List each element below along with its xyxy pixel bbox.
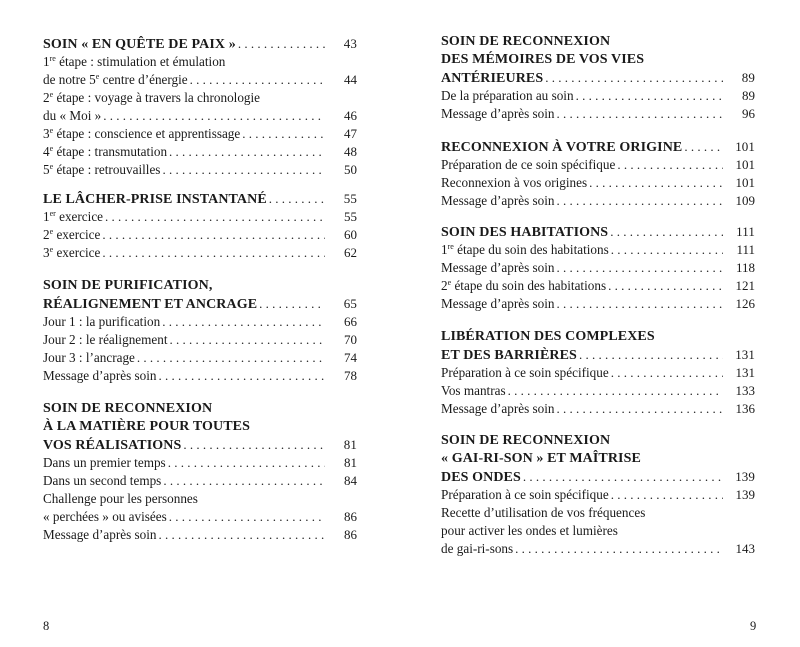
- toc-section: [43, 190, 357, 262]
- toc-entry: [43, 161, 357, 179]
- toc-page-number: 133: [735, 383, 755, 398]
- toc-entry-title: SOIN DE RECONNEXION: [441, 34, 611, 49]
- toc-heading-line: [43, 436, 357, 454]
- toc-heading-line: [441, 450, 755, 468]
- toc-entry-title: 3e exercice: [43, 245, 101, 260]
- dot-leader: [100, 244, 325, 262]
- toc-page-number: 81: [343, 437, 357, 452]
- toc-page-number: 66: [344, 314, 357, 329]
- toc-page-number: 101: [735, 157, 755, 172]
- toc-entry-title: À LA MATIÈRE POUR TOUTES: [43, 419, 250, 434]
- toc-section: [43, 277, 357, 385]
- toc-entry: [441, 295, 755, 313]
- toc-entry: [43, 313, 357, 331]
- toc-entry-title: pour activer les ondes et lumières: [441, 523, 618, 538]
- dot-leader: [606, 277, 723, 295]
- toc-page-number: 55: [344, 209, 357, 224]
- toc-page-number: 44: [344, 72, 357, 87]
- toc-heading-line: [441, 138, 755, 156]
- toc-entry-title: « perchées » ou avisées: [43, 509, 167, 524]
- toc-page-number: 84: [344, 473, 357, 488]
- toc-page-number: 43: [343, 36, 357, 51]
- dot-leader: [615, 156, 723, 174]
- toc-section: [441, 328, 755, 418]
- toc-entry-title: Jour 3 : l’ancrage: [43, 350, 135, 365]
- toc-entry: [43, 107, 357, 125]
- dot-leader: [181, 436, 325, 454]
- toc-entry-title: DES MÉMOIRES DE VOS VIES: [441, 52, 645, 67]
- toc-page-number: 136: [735, 401, 755, 416]
- toc-entry: [441, 241, 755, 259]
- dot-leader: [609, 364, 723, 382]
- dot-leader: [555, 295, 723, 313]
- dot-leader: [555, 400, 723, 418]
- toc-entry-title: 4e étape : transmutation: [43, 144, 168, 159]
- toc-entry: [441, 105, 755, 123]
- dot-leader: [574, 87, 723, 105]
- dot-leader: [161, 472, 325, 490]
- toc-entry: [441, 192, 755, 210]
- toc-heading-line: [43, 277, 357, 295]
- toc-heading-line: [43, 295, 357, 313]
- toc-page-number: 101: [735, 175, 755, 190]
- toc-entry: [441, 522, 755, 540]
- dot-leader: [521, 468, 723, 486]
- toc-heading-line: [441, 468, 755, 486]
- dot-leader: [257, 295, 325, 313]
- toc-heading-line: [43, 400, 357, 418]
- toc-entry: [43, 244, 357, 262]
- toc-entry-title: Préparation à ce soin spécifique: [441, 487, 609, 502]
- toc-heading-line: [441, 328, 755, 346]
- toc-entry-title: 1er exercice: [43, 209, 104, 224]
- toc-entry: [43, 454, 357, 472]
- toc-entry-title: Message d’après soin: [441, 296, 555, 311]
- toc-entry: [43, 125, 357, 143]
- dot-leader: [240, 125, 325, 143]
- dot-leader: [101, 107, 325, 125]
- dot-leader: [267, 190, 325, 208]
- toc-heading-line: [43, 190, 357, 208]
- toc-entry: [441, 364, 755, 382]
- toc-page-number: 60: [344, 227, 357, 242]
- toc-page-number: 55: [343, 191, 357, 206]
- toc-entry: [43, 89, 357, 107]
- toc-entry-title: LIBÉRATION DES COMPLEXES: [441, 329, 655, 344]
- toc-heading-line: [43, 418, 357, 436]
- toc-entry-title: Challenge pour les personnes: [43, 491, 198, 506]
- toc-page-number: 70: [344, 332, 357, 347]
- toc-entry: [43, 349, 357, 367]
- toc-page-number: 96: [742, 106, 755, 121]
- toc-entry-title: DES ONDES: [441, 470, 521, 485]
- toc-page-number: 48: [344, 144, 357, 159]
- dot-leader: [168, 331, 325, 349]
- toc-entry-title: « GAI-RI-SON » ET MAÎTRISE: [441, 451, 641, 466]
- toc-section: [43, 35, 357, 179]
- toc-page-number: 131: [735, 347, 755, 362]
- toc-entry-title: 1re étape du soin des habitations: [441, 242, 609, 257]
- toc-entry-title: Préparation à ce soin spécifique: [441, 365, 609, 380]
- toc-entry-title: ANTÉRIEURES: [441, 71, 544, 86]
- toc-page-number: 86: [344, 527, 357, 542]
- toc-page-number: 50: [344, 162, 357, 177]
- toc-page-number: 86: [344, 509, 357, 524]
- dot-leader: [506, 382, 723, 400]
- toc-page-number: 131: [735, 365, 755, 380]
- toc-entry-title: Reconnexion à vos origines: [441, 175, 588, 190]
- toc-page-number: 121: [735, 278, 755, 293]
- toc-entry-title: Message d’après soin: [43, 527, 157, 542]
- toc-page-number: 139: [735, 487, 755, 502]
- right-page-number: 9: [750, 619, 757, 633]
- toc-entry: [441, 400, 755, 418]
- toc-page-number: 111: [736, 242, 755, 257]
- dot-leader: [513, 540, 723, 558]
- toc-entry-title: Message d’après soin: [441, 260, 555, 275]
- toc-entry-title: Recette d’utilisation de vos fréquences: [441, 505, 646, 520]
- toc-page-number: 89: [742, 88, 755, 103]
- toc-entry: [43, 53, 357, 71]
- toc-heading-line: [441, 33, 755, 51]
- toc-page-number: 118: [735, 260, 755, 275]
- toc-entry-title: Dans un second temps: [43, 473, 162, 488]
- toc-page-number: 46: [344, 108, 357, 123]
- toc-entry-title: de gai-ri-sons: [441, 541, 514, 556]
- toc-page-number: 74: [344, 350, 357, 365]
- toc-entry: [43, 508, 357, 526]
- dot-leader: [682, 138, 723, 156]
- toc-entry-title: SOIN DE PURIFICATION,: [43, 278, 213, 293]
- toc-entry: [43, 526, 357, 544]
- toc-page-number: 47: [344, 126, 357, 141]
- toc-heading-line: [441, 346, 755, 364]
- toc-entry-title: Vos mantras: [441, 383, 506, 398]
- toc-page-number: 126: [735, 296, 755, 311]
- toc-page-number: 78: [344, 368, 357, 383]
- toc-entry: [441, 259, 755, 277]
- toc-heading-line: [441, 223, 755, 241]
- toc-entry-title: Message d’après soin: [441, 106, 555, 121]
- toc-section: [441, 432, 755, 558]
- toc-page-number: 111: [736, 224, 755, 239]
- toc-page-number: 62: [344, 245, 357, 260]
- toc-entry-title: Message d’après soin: [441, 193, 555, 208]
- dot-leader: [157, 367, 325, 385]
- toc-entry: [441, 174, 755, 192]
- toc-page-number: 81: [344, 455, 357, 470]
- toc-page-number: 89: [741, 70, 755, 85]
- toc-entry-title: ET DES BARRIÈRES: [441, 348, 577, 363]
- dot-leader: [188, 71, 325, 89]
- toc-entry-title: 2e étape : voyage à travers la chronologie: [43, 90, 261, 105]
- toc-heading-line: [441, 432, 755, 450]
- toc-entry-title: RÉALIGNEMENT ET ANCRAGE: [43, 297, 258, 312]
- toc-entry-title: Préparation de ce soin spécifique: [441, 157, 616, 172]
- toc-entry-title: 2e étape du soin des habitations: [441, 278, 607, 293]
- toc-heading-line: [43, 35, 357, 53]
- dot-leader: [103, 208, 325, 226]
- toc-section: [441, 223, 755, 313]
- toc-entry-title: SOIN « EN QUÊTE DE PAIX »: [43, 37, 236, 52]
- toc-page-number: 143: [735, 541, 755, 556]
- dot-leader: [236, 35, 325, 53]
- toc-entry-title: 1re étape : stimulation et émulation: [43, 54, 226, 69]
- toc-heading-line: [441, 69, 755, 87]
- toc-entry: [43, 331, 357, 349]
- toc-entry-title: LE LÂCHER-PRISE INSTANTANÉ: [43, 192, 267, 207]
- dot-leader: [609, 486, 723, 504]
- toc-entry-title: SOIN DES HABITATIONS: [441, 225, 609, 240]
- toc-entry: [43, 71, 357, 89]
- toc-entry-title: Jour 1 : la purification: [43, 314, 161, 329]
- toc-entry-title: SOIN DE RECONNEXION: [441, 433, 611, 448]
- toc-entry-title: du « Moi »: [43, 108, 102, 123]
- dot-leader: [167, 143, 325, 161]
- toc-heading-line: [441, 51, 755, 69]
- toc-entry: [43, 226, 357, 244]
- toc-entry-title: 3e étape : conscience et apprentissage: [43, 126, 241, 141]
- dot-leader: [587, 174, 723, 192]
- dot-leader: [160, 161, 325, 179]
- toc-entry: [441, 486, 755, 504]
- toc-page-number: 65: [343, 296, 357, 311]
- toc-entry: [441, 382, 755, 400]
- dot-leader: [135, 349, 325, 367]
- toc-entry: [441, 87, 755, 105]
- toc-entry: [441, 156, 755, 174]
- toc-entry: [43, 367, 357, 385]
- toc-entry-title: RECONNEXION À VOTRE ORIGINE: [441, 140, 683, 155]
- toc-section: [441, 138, 755, 210]
- dot-leader: [167, 508, 325, 526]
- toc-entry-title: Message d’après soin: [43, 368, 157, 383]
- left-page-number: 8: [43, 619, 50, 633]
- dot-leader: [608, 223, 723, 241]
- toc-entry-title: Message d’après soin: [441, 401, 555, 416]
- toc-entry-title: 5e étape : retrouvailles: [43, 162, 161, 177]
- dot-leader: [577, 346, 723, 364]
- dot-leader: [555, 192, 723, 210]
- dot-leader: [160, 313, 325, 331]
- dot-leader: [555, 105, 723, 123]
- toc-entry: [43, 490, 357, 508]
- toc-entry: [441, 277, 755, 295]
- toc-page-number: 109: [735, 193, 755, 208]
- toc-entry-title: SOIN DE RECONNEXION: [43, 401, 213, 416]
- toc-entry: [43, 472, 357, 490]
- toc-page-number: 139: [735, 469, 755, 484]
- toc-entry-title: de notre 5e centre d’énergie: [43, 72, 188, 87]
- toc-entry: [441, 504, 755, 522]
- toc-section: [441, 33, 755, 123]
- toc-entry: [43, 208, 357, 226]
- toc-entry: [43, 143, 357, 161]
- toc-entry-title: Jour 2 : le réalignement: [43, 332, 168, 347]
- toc-entry-title: VOS RÉALISATIONS: [43, 438, 182, 453]
- dot-leader: [157, 526, 325, 544]
- dot-leader: [555, 259, 723, 277]
- toc-entry-title: 2e exercice: [43, 227, 101, 242]
- toc-page-number: 101: [735, 139, 755, 154]
- dot-leader: [609, 241, 723, 259]
- dot-leader: [166, 454, 325, 472]
- dot-leader: [543, 69, 723, 87]
- toc-section: [43, 400, 357, 544]
- dot-leader: [100, 226, 325, 244]
- toc-entry: [441, 540, 755, 558]
- toc-entry-title: De la préparation au soin: [441, 88, 574, 103]
- toc-entry-title: Dans un premier temps: [43, 455, 166, 470]
